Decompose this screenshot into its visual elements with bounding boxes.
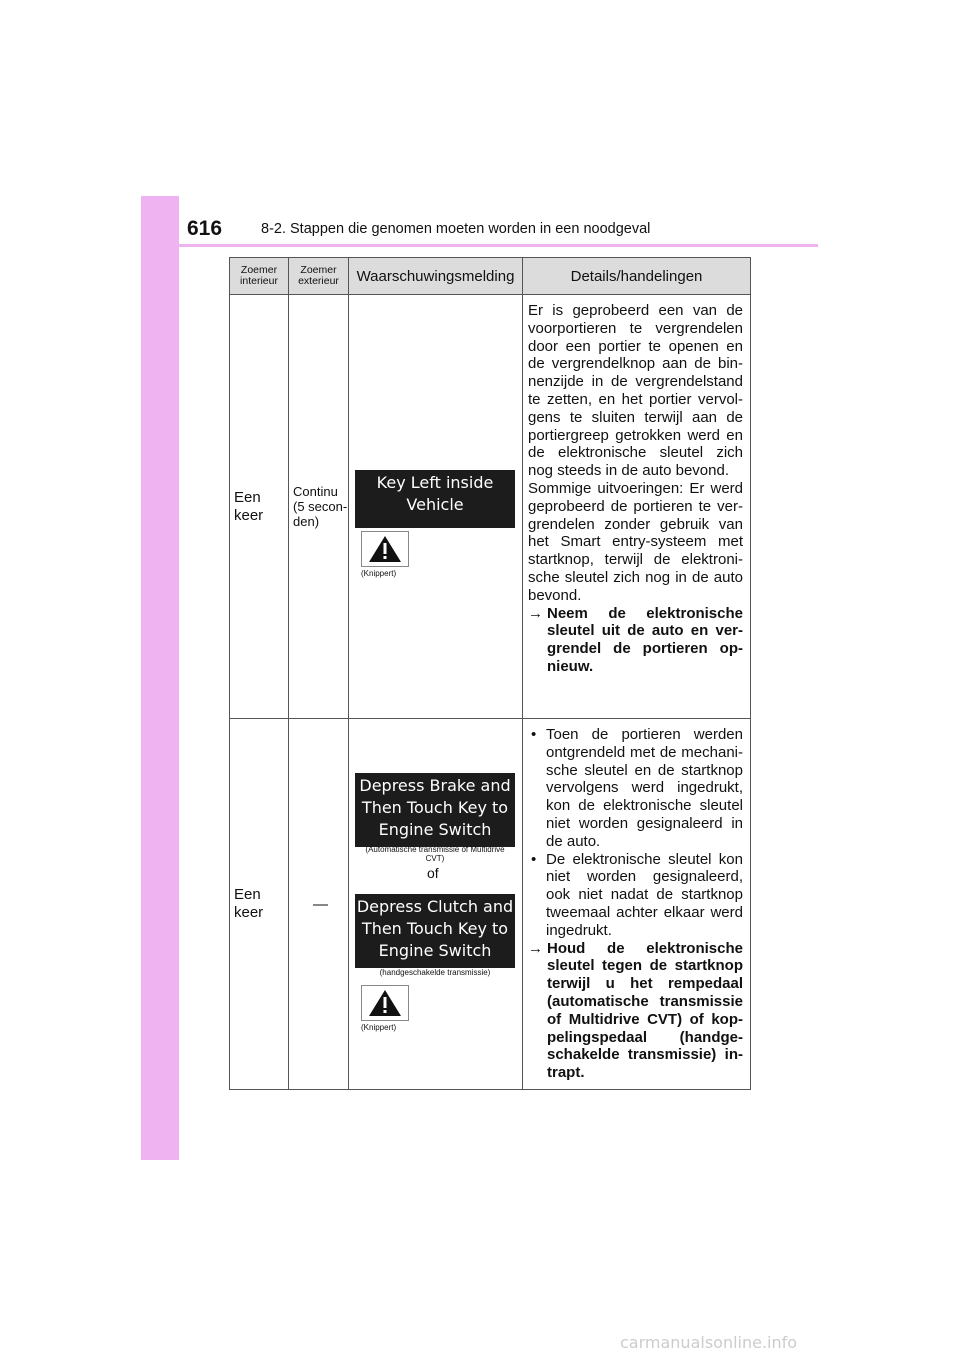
table-row xyxy=(230,719,751,1090)
list-item xyxy=(528,726,743,851)
warning-table xyxy=(229,257,751,1090)
header-warning-message: Waarschuwingsmelding xyxy=(349,258,523,295)
watermark: carmanualsonline.info xyxy=(620,1333,798,1352)
display-text: Depress Clutch and Then Touch Key to Engine Switch xyxy=(356,897,514,960)
bullet-icon: • xyxy=(531,850,537,868)
header-details: Details/handelingen xyxy=(523,258,751,295)
header-exterior-buzzer: Zoemer exterieur xyxy=(289,258,349,295)
arrow-right-icon: → xyxy=(528,939,543,957)
header-interior-buzzer: Zoemer interieur xyxy=(230,258,289,295)
transmission-caption: (Automatische transmissie of Multidrive CVT) xyxy=(365,845,505,863)
depress-clutch-display xyxy=(355,894,515,968)
transmission-caption: (handgeschakelde transmissie) xyxy=(379,968,491,977)
depress-brake-display xyxy=(355,773,515,847)
action-text: Houd de elektronische sleutel tegen de startknop terwijl u het rempedaal (automatische transmissie of Multidrive CVT) of kop-pelingspedaal (handge-schakelde transmissie) in-trapt. xyxy=(547,939,743,1082)
details-cell xyxy=(523,295,751,719)
section-title: 8-2. Stappen die genomen moeten worden in een noodgeval xyxy=(261,221,651,237)
chapter-side-tab xyxy=(141,196,179,1160)
display-text: Key Left inside Vehicle xyxy=(376,473,494,514)
table-row xyxy=(230,295,751,719)
or-word: of xyxy=(427,865,439,881)
detail-paragraph: Er is geprobeerd een van de voorportieren te vergrendelen door een portier te openen en de vergrendelknop aan de bin-nenzijde in de vergrendelstand te zetten, en het portier vervol-gens te sluiten terwijl aan de portiergreep getrokken werd en de elektronische sleutel zich nog steeds in de auto bevond. xyxy=(528,302,743,480)
display-text: Depress Brake and Then Touch Key to Engine Switch xyxy=(359,776,511,839)
arrow-right-icon: → xyxy=(528,604,543,622)
table-header-row xyxy=(230,258,751,295)
list-item xyxy=(528,851,743,940)
blink-caption: (Knippert) xyxy=(361,1023,397,1032)
action-text: Neem de elektronische sleutel uit de auto en ver-grendel de portieren op-nieuw. xyxy=(547,604,743,675)
blink-caption: (Knippert) xyxy=(361,569,397,578)
detail-paragraph: Sommige uitvoeringen: Er werd geprobeerd de portieren te ver-grendelen zonder gebruik van het Smart entry-systeem met startknop, terwijl de elektroni-sche sleutel zich nog in de auto bevond. xyxy=(528,479,743,604)
bullet-text: Toen de portieren werden ontgrendeld met de mechani-sche sleutel en de startknop vervolgens werd ingedrukt, kon de elektronische sleutel niet worden gesignaleerd in de auto. xyxy=(546,726,743,850)
warning-light-box xyxy=(361,531,409,567)
key-left-display xyxy=(355,470,515,528)
action-item xyxy=(528,940,743,1082)
warning-message-cell xyxy=(349,719,523,1090)
page-number: 616 xyxy=(187,217,223,240)
warning-triangle-icon xyxy=(368,535,402,563)
interior-buzzer-cell: Een keer xyxy=(230,719,289,1090)
exterior-buzzer-cell: Continu (5 secon-den) xyxy=(289,295,349,719)
warning-light-box xyxy=(361,985,409,1021)
bullet-text: De elektronische sleutel kon niet worden gesignaleerd, ook niet nadat de startknop tweemaal achter elkaar werd ingedrukt. xyxy=(546,850,743,939)
interior-buzzer-cell: Een keer xyxy=(230,295,289,719)
header-rule xyxy=(141,244,818,247)
bullet-icon: • xyxy=(531,726,537,743)
warning-message-cell xyxy=(349,295,523,719)
action-item xyxy=(528,605,743,676)
details-cell xyxy=(523,719,751,1090)
warning-triangle-icon xyxy=(368,989,402,1017)
exterior-buzzer-cell: — xyxy=(289,719,349,1090)
